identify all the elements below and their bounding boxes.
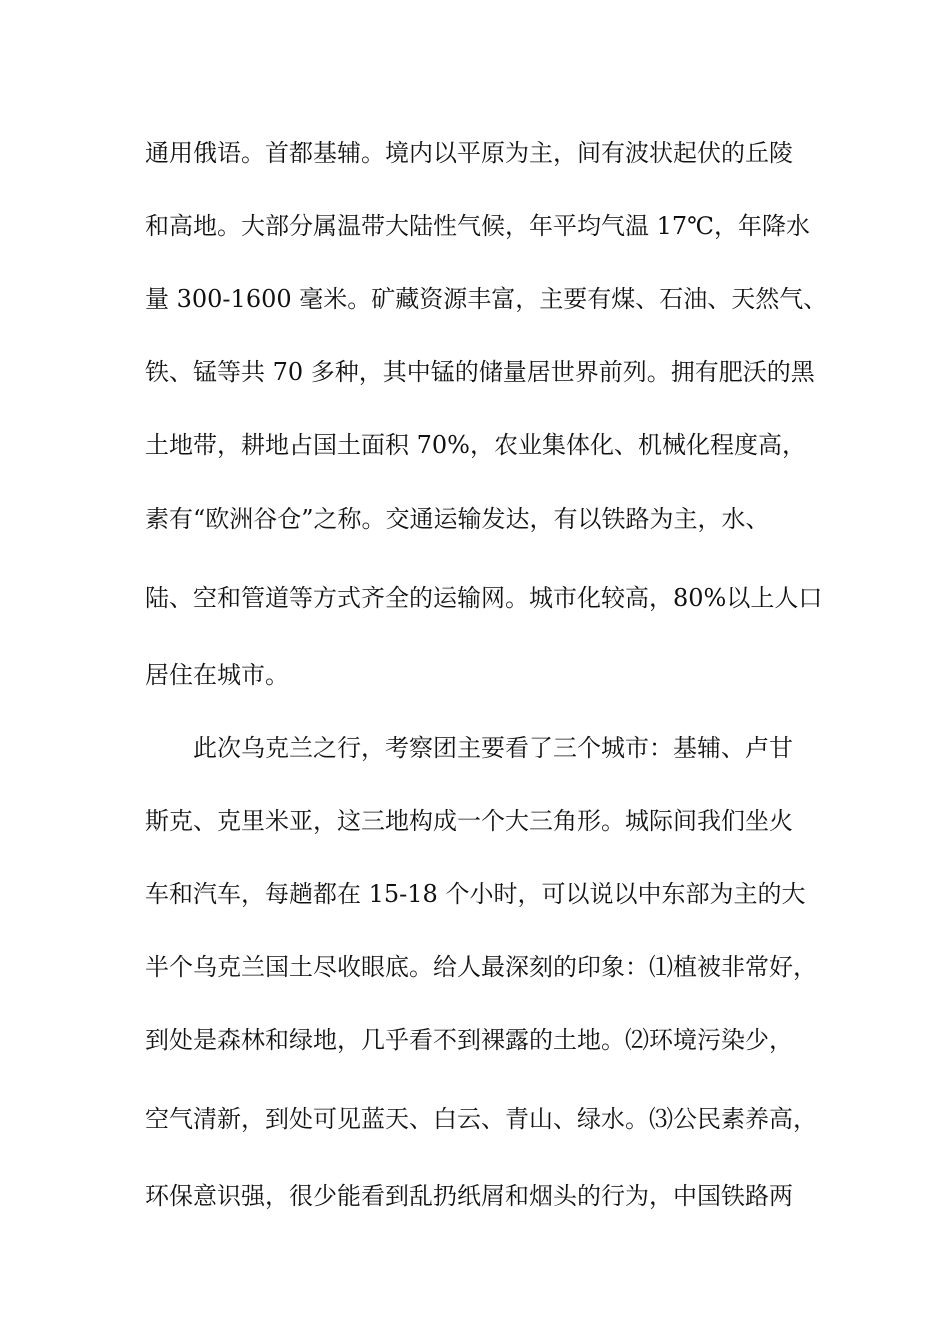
text-line: 和高地。大部分属温带大陆性气候，年平均气温 17℃，年降水 [145, 212, 811, 240]
text-line: 空气清新，到处可见蓝天、白云、青山、绿水。⑶公民素养高， [145, 1105, 817, 1133]
text-line: 到处是森林和绿地，几乎看不到裸露的土地。⑵环境污染少， [145, 1026, 793, 1054]
text-line: 素有“欧洲谷仓”之称。交通运输发达，有以铁路为主，水、 [145, 505, 770, 533]
text-line: 斯克、克里米亚，这三地构成一个大三角形。城际间我们坐火 [145, 807, 793, 835]
text-line: 陆、空和管道等方式齐全的运输网。城市化较高，80%以上人口 [145, 584, 823, 612]
text-line: 土地带，耕地占国土面积 70%，农业集体化、机械化程度高， [145, 431, 806, 459]
text-line: 铁、锰等共 70 多种，其中锰的储量居世界前列。拥有肥沃的黑 [145, 358, 815, 386]
text-line: 量 300-1600 毫米。矿藏资源丰富，主要有煤、石油、天然气、 [145, 285, 828, 313]
text-line: 通用俄语。首都基辅。境内以平原为主，间有波状起伏的丘陵 [145, 139, 793, 167]
text-line: 半个乌克兰国土尽收眼底。给人最深刻的印象：⑴植被非常好， [145, 953, 817, 981]
text-line: 此次乌克兰之行，考察团主要看了三个城市：基辅、卢甘 [193, 734, 793, 762]
text-line: 居住在城市。 [145, 661, 289, 689]
text-line: 环保意识强，很少能看到乱扔纸屑和烟头的行为，中国铁路两 [145, 1182, 793, 1210]
text-line: 车和汽车，每趟都在 15-18 个小时，可以说以中东部为主的大 [145, 880, 806, 908]
